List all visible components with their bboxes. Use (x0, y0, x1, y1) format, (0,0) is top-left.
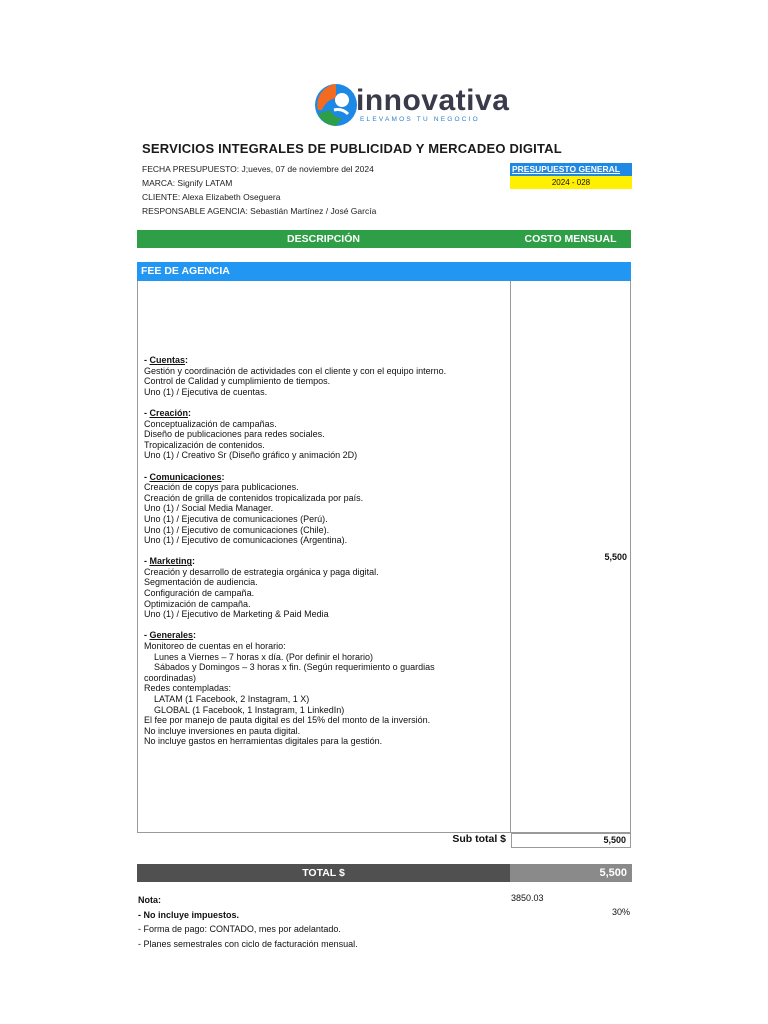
description-line: Uno (1) / Creativo Sr (Diseño gráfico y animación 2D) (144, 450, 358, 461)
marketing-list (144, 567, 506, 620)
presupuesto-code: 2024 - 028 (510, 176, 632, 189)
presupuesto-label: PRESUPUESTO GENERAL (510, 163, 632, 176)
logo-tagline: ELEVAMOS TU NEGOCIO (360, 116, 480, 123)
description-line: Redes contempladas: (144, 683, 232, 694)
description-line: Uno (1) / Social Media Manager. (144, 503, 274, 514)
description-text: - Cuentas: Gestión y coordinación de actividades con el cliente y con el equipo interno. Control de Calidad y cumplimiento de tiempos. Uno (1) / Ejecutiva de cuentas. - Creación: Conceptualización de campañas. Diseño de publicaciones para redes sociales. Tropicalización de contenidos. Uno (1) / Creativo Sr (Diseño gráfico y animación 2D) - Comunicaciones: Creación de copys para publicaciones. Creación de grilla de contenidos tropicalizada por país. Uno (1) / Social Media Manager. Uno (1) / Ejecutiva de comunicaciones (Perú). Uno (1) / Ejecutivo de comunicaciones (Chile). Uno (1) / Ejecutivo de comunicaciones (Argentina). - Marketing: Creación y desarrollo de estrategia orgánica y paga digital. Segmentación de audiencia. Configuración de campaña. Optimización de campaña. Uno (1) / Ejecutivo de Marketing & Paid Media - Generales: Monitoreo de cuentas en el horario: Lunes a Viernes – 7 horas x día. (Por definir el horario) Sábados y Domingos – 3 horas x fin. (Según requerimiento o guardias coordinadas) Redes contempladas: LATAM (1 Facebook, 2 Instagram, 1 X) GLOBAL (1 Facebook, 1 Instagram, 1 LinkedIn) El fee por manejo de pauta digital es del 15% del monto de la inversión. No incluye inversiones en pauta digital. No incluye gastos en herramientas digitales para la gestión. (144, 355, 506, 747)
creacion-list (144, 419, 506, 461)
note-line-2: - Forma de pago: CONTADO, mes por adelantado. (138, 924, 341, 934)
notes-title: Nota: (138, 895, 161, 905)
fee-section-title: FEE DE AGENCIA (137, 262, 631, 281)
cuentas-title: Cuentas (149, 355, 186, 365)
logo-wordmark: innovativa (356, 84, 510, 117)
description-line: Uno (1) / Ejecutivo de Marketing & Paid Media (144, 609, 329, 620)
description-line: LATAM (1 Facebook, 2 Instagram, 1 X) (144, 694, 310, 704)
description-line: Segmentación de audiencia. (144, 577, 258, 588)
description-line: Configuración de campaña. (144, 588, 255, 599)
total-value: 5,500 (510, 864, 632, 882)
description-line: Uno (1) / Ejecutivo de comunicaciones (Chile). (144, 524, 330, 535)
description-line: Creación de copys para publicaciones. (144, 482, 299, 493)
description-line: Conceptualización de campañas. (144, 418, 277, 429)
description-line: Tropicalización de contenidos. (144, 439, 265, 450)
marketing-title: Marketing (149, 556, 193, 567)
meta-fecha: FECHA PRESUPUESTO: J;ueves, 07 de noviembre del 2024 (142, 164, 374, 174)
description-line: Lunes a Viernes – 7 horas x día. (Por definir el horario) (144, 651, 373, 662)
meta-cliente: CLIENTE: Alexa Elizabeth Oseguera (142, 192, 281, 202)
description-line: Uno (1) / Ejecutivo de comunicaciones (Argentina). (144, 535, 348, 546)
note-percent: 30% (611, 907, 630, 917)
header-descripcion: DESCRIPCIÓN (137, 230, 510, 248)
fee-cost-value: 5,500 (604, 552, 627, 562)
comunicaciones-list (144, 482, 506, 546)
meta-responsable: RESPONSABLE AGENCIA: Sebastián Martínez / José García (142, 206, 377, 216)
description-line: coordinadas) (144, 672, 197, 683)
description-line: GLOBAL (1 Facebook, 1 Instagram, 1 LinkedIn) (144, 704, 345, 715)
comunicaciones-title: Comunicaciones (149, 471, 222, 482)
description-line: Monitoreo de cuentas en el horario: (144, 641, 286, 652)
creacion-title: Creación (149, 407, 189, 418)
description-line: El fee por manejo de pauta digital es del 15% del monto de la inversión. (144, 715, 431, 726)
total-label: TOTAL $ (137, 864, 510, 882)
description-line: Control de Calidad y cumplimiento de tiempos. (144, 376, 331, 387)
generales-list (144, 641, 506, 747)
description-line: Gestión y coordinación de actividades con el cliente y con el equipo interno. (144, 365, 447, 376)
note-line-1: - No incluye impuestos. (138, 909, 240, 920)
meta-marca: MARCA: Signify LATAM (142, 178, 233, 188)
header-costo: COSTO MENSUAL (510, 230, 631, 248)
description-line: Creación de grilla de contenidos tropicalizada por país. (144, 492, 364, 503)
description-line: Optimización de campaña. (144, 598, 251, 609)
note-line-3: - Planes semestrales con ciclo de facturación mensual. (138, 938, 358, 949)
description-line: Sábados y Domingos – 3 horas x fin. (Según requerimiento o guardias (144, 662, 435, 673)
notes-block (138, 893, 358, 951)
description-line: Creación y desarrollo de estrategia orgánica y paga digital. (144, 566, 379, 577)
description-line: Uno (1) / Ejecutiva de comunicaciones (Perú). (144, 513, 328, 524)
generales-title: Generales (149, 630, 194, 641)
description-line: No incluye inversiones en pauta digital. (144, 725, 301, 736)
description-line: No incluye gastos en herramientas digitales para la gestión. (144, 736, 383, 747)
document-title: SERVICIOS INTEGRALES DE PUBLICIDAD Y MERCADEO DIGITAL (142, 141, 562, 156)
subtotal-label: Sub total $ (452, 833, 506, 845)
cuentas-list (144, 366, 506, 398)
description-line: Diseño de publicaciones para redes sociales. (144, 429, 325, 440)
note-amount: 3850.03 (511, 893, 544, 903)
description-line: Uno (1) / Ejecutiva de cuentas. (144, 386, 268, 397)
subtotal-value: 5,500 (511, 833, 631, 848)
